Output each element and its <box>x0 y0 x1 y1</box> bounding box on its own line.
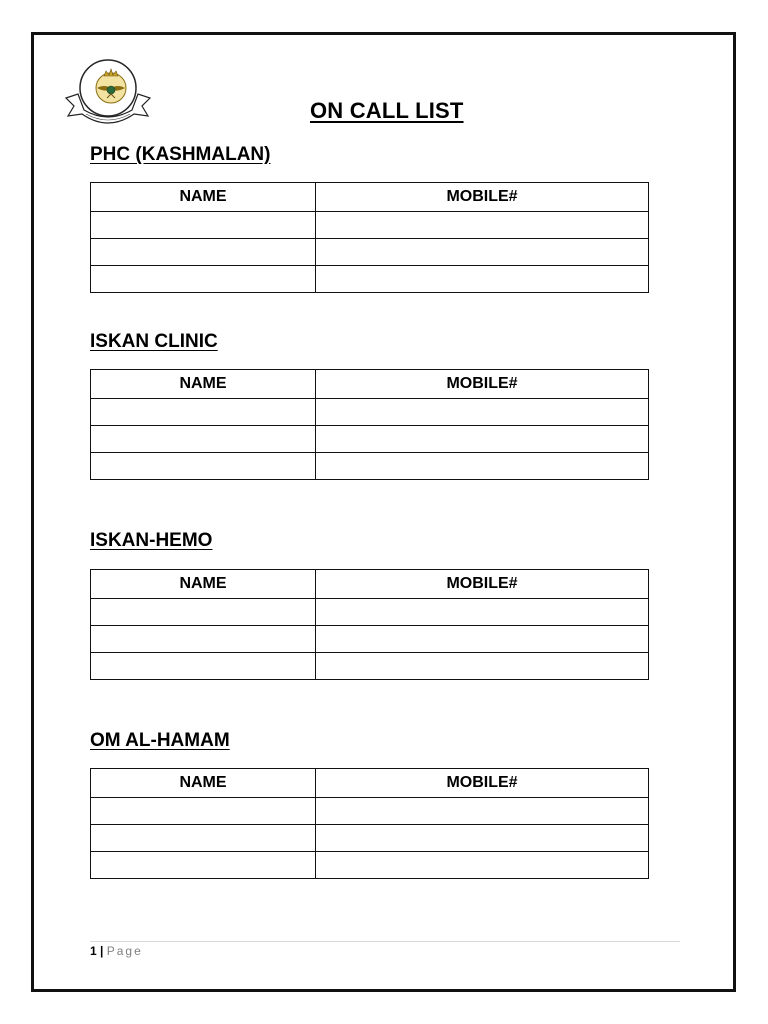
section-title-iskan-clinic: ISKAN CLINIC <box>90 331 218 352</box>
page-footer <box>90 944 143 958</box>
footer-separator: | <box>100 944 104 958</box>
table-row <box>91 399 649 426</box>
mobile-cell[interactable] <box>316 212 649 239</box>
mobile-cell[interactable] <box>316 653 649 680</box>
name-cell[interactable] <box>91 599 316 626</box>
table-row <box>91 426 649 453</box>
name-cell[interactable] <box>91 825 316 852</box>
column-header-name: NAME <box>91 370 316 399</box>
name-cell[interactable] <box>91 653 316 680</box>
document-title: ON CALL LIST <box>310 98 464 123</box>
name-cell[interactable] <box>91 453 316 480</box>
table-row <box>91 239 649 266</box>
mobile-cell[interactable] <box>316 266 649 293</box>
section-title-phc-kashmalan: PHC (KASHMALAN) <box>90 144 271 165</box>
page-label: Page <box>106 944 143 958</box>
column-header-mobile: MOBILE# <box>316 769 649 798</box>
mobile-cell[interactable] <box>316 626 649 653</box>
on-call-table-om-al-hamam <box>90 768 649 879</box>
column-header-name: NAME <box>91 570 316 599</box>
name-cell[interactable] <box>91 399 316 426</box>
table-row <box>91 626 649 653</box>
table-row <box>91 212 649 239</box>
mobile-cell[interactable] <box>316 825 649 852</box>
name-cell[interactable] <box>91 852 316 879</box>
table-row <box>91 266 649 293</box>
footer-divider <box>90 941 680 942</box>
on-call-table-iskan-clinic <box>90 369 649 480</box>
table-row <box>91 653 649 680</box>
name-cell[interactable] <box>91 426 316 453</box>
on-call-table-iskan-hemo <box>90 569 649 680</box>
table-row <box>91 798 649 825</box>
column-header-name: NAME <box>91 183 316 212</box>
name-cell[interactable] <box>91 626 316 653</box>
mobile-cell[interactable] <box>316 399 649 426</box>
section-title-iskan-hemo: ISKAN-HEMO <box>90 530 213 551</box>
mobile-cell[interactable] <box>316 599 649 626</box>
on-call-table-phc-kashmalan <box>90 182 649 293</box>
column-header-mobile: MOBILE# <box>316 183 649 212</box>
name-cell[interactable] <box>91 212 316 239</box>
table-row <box>91 453 649 480</box>
medical-emblem-logo <box>64 54 152 128</box>
name-cell[interactable] <box>91 239 316 266</box>
mobile-cell[interactable] <box>316 852 649 879</box>
mobile-cell[interactable] <box>316 239 649 266</box>
name-cell[interactable] <box>91 798 316 825</box>
table-row <box>91 825 649 852</box>
mobile-cell[interactable] <box>316 426 649 453</box>
table-row <box>91 852 649 879</box>
column-header-name: NAME <box>91 769 316 798</box>
name-cell[interactable] <box>91 266 316 293</box>
mobile-cell[interactable] <box>316 453 649 480</box>
column-header-mobile: MOBILE# <box>316 370 649 399</box>
page-number: 1 <box>90 944 97 958</box>
table-row <box>91 599 649 626</box>
section-title-om-al-hamam: OM AL-HAMAM <box>90 730 230 751</box>
mobile-cell[interactable] <box>316 798 649 825</box>
column-header-mobile: MOBILE# <box>316 570 649 599</box>
